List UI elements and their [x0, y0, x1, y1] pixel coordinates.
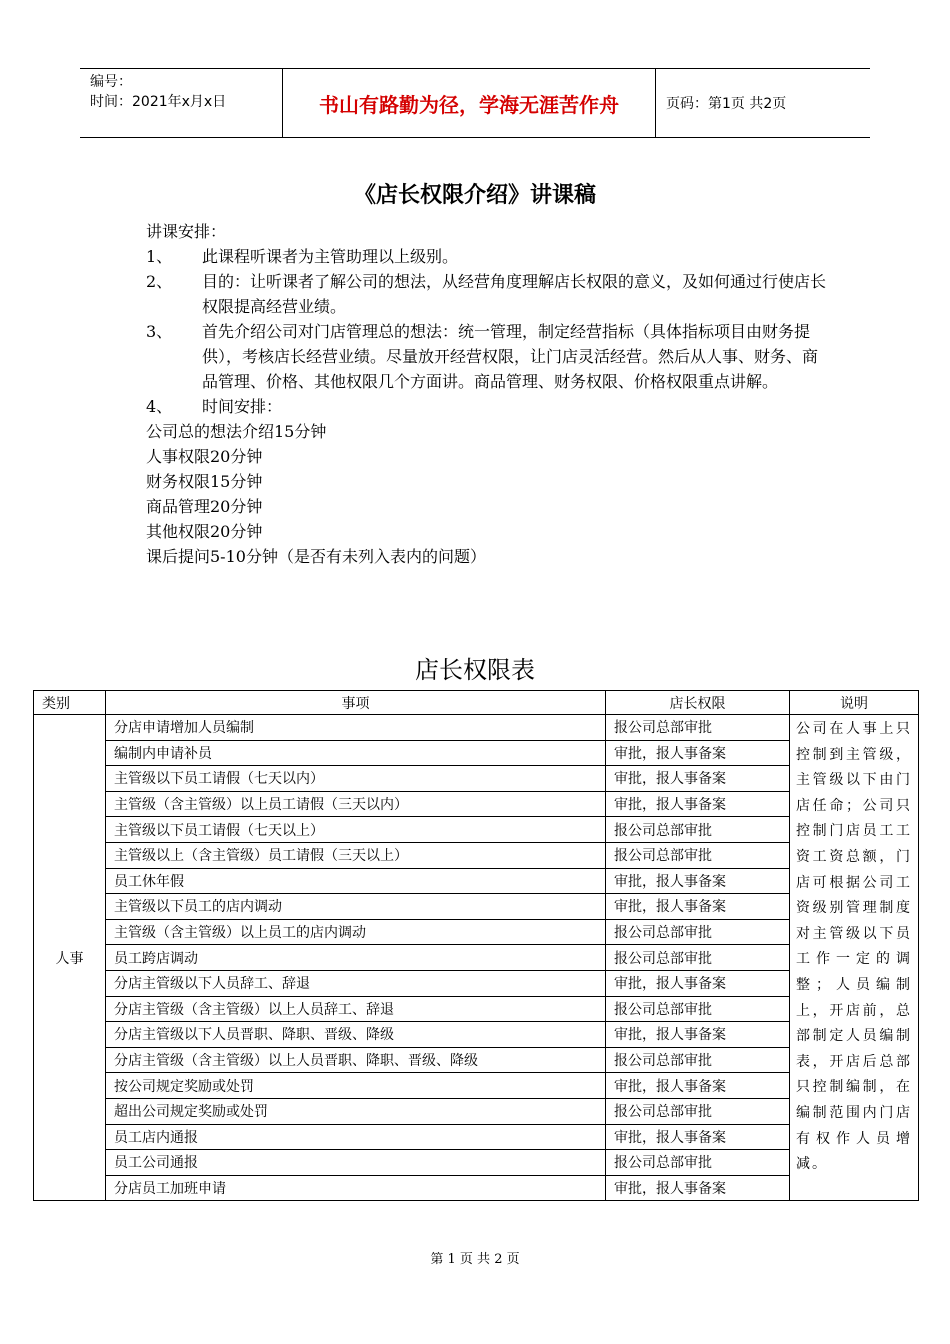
arrangement-heading: 讲课安排：	[146, 222, 227, 241]
table-row	[34, 842, 919, 868]
item-cell: 主管级以上（含主管级）员工请假（三天以上）	[106, 842, 606, 868]
item-cell: 主管级以下员工请假（七天以上）	[106, 817, 606, 843]
page-number-label: 页码：第1页 共2页	[666, 96, 787, 112]
authority-cell: 报公司总部审批	[606, 945, 790, 971]
item-number: 4、	[146, 397, 173, 416]
table-row	[34, 1124, 919, 1150]
header-item: 事项	[106, 691, 606, 715]
item-cell: 员工店内通报	[106, 1124, 606, 1150]
schedule-line: 财务权限15分钟	[146, 472, 263, 491]
arrangement-item	[146, 269, 826, 319]
authority-cell: 报公司总部审批	[606, 1047, 790, 1073]
item-cell: 按公司规定奖励或处罚	[106, 1073, 606, 1099]
item-cell: 分店员工加班申请	[106, 1175, 606, 1201]
table-row	[34, 817, 919, 843]
table-row	[34, 996, 919, 1022]
item-cell: 分店主管级以下人员辞工、辞退	[106, 970, 606, 996]
page-footer: 第 1 页 共 2 页	[430, 1252, 520, 1267]
table-row	[34, 945, 919, 971]
authority-cell: 审批，报人事备案	[606, 1073, 790, 1099]
table-row	[34, 868, 919, 894]
authority-cell: 报公司总部审批	[606, 842, 790, 868]
header-authority: 店长权限	[606, 691, 790, 715]
table-row	[34, 766, 919, 792]
category-cell: 人事	[34, 715, 106, 1201]
table-row	[34, 1150, 919, 1176]
item-cell: 主管级以下员工的店内调动	[106, 894, 606, 920]
schedule-line: 公司总的想法介绍15分钟	[146, 422, 327, 441]
item-cell: 分店申请增加人员编制	[106, 715, 606, 741]
document-title: 《店长权限介绍》讲课稿	[353, 183, 596, 208]
manager-authority-table	[33, 690, 919, 1201]
number-label: 编号：	[90, 74, 132, 90]
item-cell: 分店主管级（含主管级）以上人员晋职、降职、晋级、降级	[106, 1047, 606, 1073]
header-category: 类别	[34, 691, 106, 715]
arrangement-item	[146, 394, 826, 419]
item-cell: 主管级（含主管级）以上员工的店内调动	[106, 919, 606, 945]
table-row	[34, 715, 919, 741]
authority-cell: 审批，报人事备案	[606, 791, 790, 817]
authority-cell: 审批，报人事备案	[606, 894, 790, 920]
authority-cell: 审批，报人事备案	[606, 766, 790, 792]
authority-cell: 审批，报人事备案	[606, 868, 790, 894]
table-title: 店长权限表	[415, 656, 535, 684]
item-text: 目的：让听课者了解公司的想法，从经营角度理解店长权限的意义，及如何通过行使店长权限提高经营业绩。	[202, 272, 827, 316]
table-row	[34, 1073, 919, 1099]
arrangement-items	[146, 244, 826, 419]
authority-cell: 报公司总部审批	[606, 817, 790, 843]
schedule-list	[146, 419, 826, 569]
page-header	[80, 68, 870, 138]
header-note: 说明	[790, 691, 919, 715]
item-cell: 员工休年假	[106, 868, 606, 894]
authority-cell: 报公司总部审批	[606, 715, 790, 741]
header-motto: 书山有路勤为径，学海无涯苦作舟	[282, 69, 656, 137]
authority-cell: 审批，报人事备案	[606, 740, 790, 766]
authority-cell: 报公司总部审批	[606, 996, 790, 1022]
header-meta	[80, 69, 282, 137]
table-row	[34, 894, 919, 920]
schedule-line: 课后提问5-10分钟（是否有未列入表内的问题）	[146, 547, 486, 566]
authority-cell: 报公司总部审批	[606, 1098, 790, 1124]
item-number: 3、	[146, 322, 173, 341]
item-number: 1、	[146, 247, 173, 266]
item-text: 首先介绍公司对门店管理总的想法：统一管理，制定经营指标（具体指标项目由财务提供），考核店长经营业绩。尽量放开经营权限，让门店灵活经营。然后从人事、财务、商品管理、价格、其他权限几个方面讲。商品管理、财务权限、价格权限重点讲解。	[202, 322, 819, 391]
authority-cell: 审批，报人事备案	[606, 1124, 790, 1150]
arrangement-item	[146, 319, 826, 394]
item-cell: 主管级（含主管级）以上员工请假（三天以内）	[106, 791, 606, 817]
schedule-line: 商品管理20分钟	[146, 497, 263, 516]
authority-cell: 报公司总部审批	[606, 1150, 790, 1176]
item-cell: 编制内申请补员	[106, 740, 606, 766]
note-cell: 公司在人事上只控制到主管级，主管级以下由门店任命；公司只控制门店员工工资工资总额，门店可根据公司工资级别管理制度对主管级以下员工作一定的调整；人员编制上，开店前，总部制定人员编制表，开店后总部只控制编制，在编制范围内门店有权作人员增减。	[790, 715, 919, 1201]
table-row	[34, 740, 919, 766]
authority-cell: 审批，报人事备案	[606, 970, 790, 996]
table-row	[34, 970, 919, 996]
item-cell: 主管级以下员工请假（七天以内）	[106, 766, 606, 792]
table-row	[34, 791, 919, 817]
table-row	[34, 1098, 919, 1124]
time-label: 时间：2021年x月x日	[90, 94, 227, 110]
table-row	[34, 919, 919, 945]
item-text: 时间安排：	[202, 397, 283, 416]
item-cell: 分店主管级（含主管级）以上人员辞工、辞退	[106, 996, 606, 1022]
item-cell: 员工公司通报	[106, 1150, 606, 1176]
authority-cell: 审批，报人事备案	[606, 1175, 790, 1201]
item-cell: 分店主管级以下人员晋职、降职、晋级、降级	[106, 1022, 606, 1048]
item-cell: 超出公司规定奖励或处罚	[106, 1098, 606, 1124]
lecture-arrangement	[146, 219, 826, 569]
authority-cell: 报公司总部审批	[606, 919, 790, 945]
item-cell: 员工跨店调动	[106, 945, 606, 971]
table-row	[34, 1047, 919, 1073]
schedule-line: 其他权限20分钟	[146, 522, 263, 541]
item-number: 2、	[146, 272, 173, 291]
table-row	[34, 1022, 919, 1048]
table-row	[34, 1175, 919, 1201]
table-header-row	[34, 691, 919, 715]
schedule-line: 人事权限20分钟	[146, 447, 263, 466]
item-text: 此课程听课者为主管助理以上级别。	[202, 247, 459, 266]
arrangement-item	[146, 244, 826, 269]
authority-cell: 审批，报人事备案	[606, 1022, 790, 1048]
